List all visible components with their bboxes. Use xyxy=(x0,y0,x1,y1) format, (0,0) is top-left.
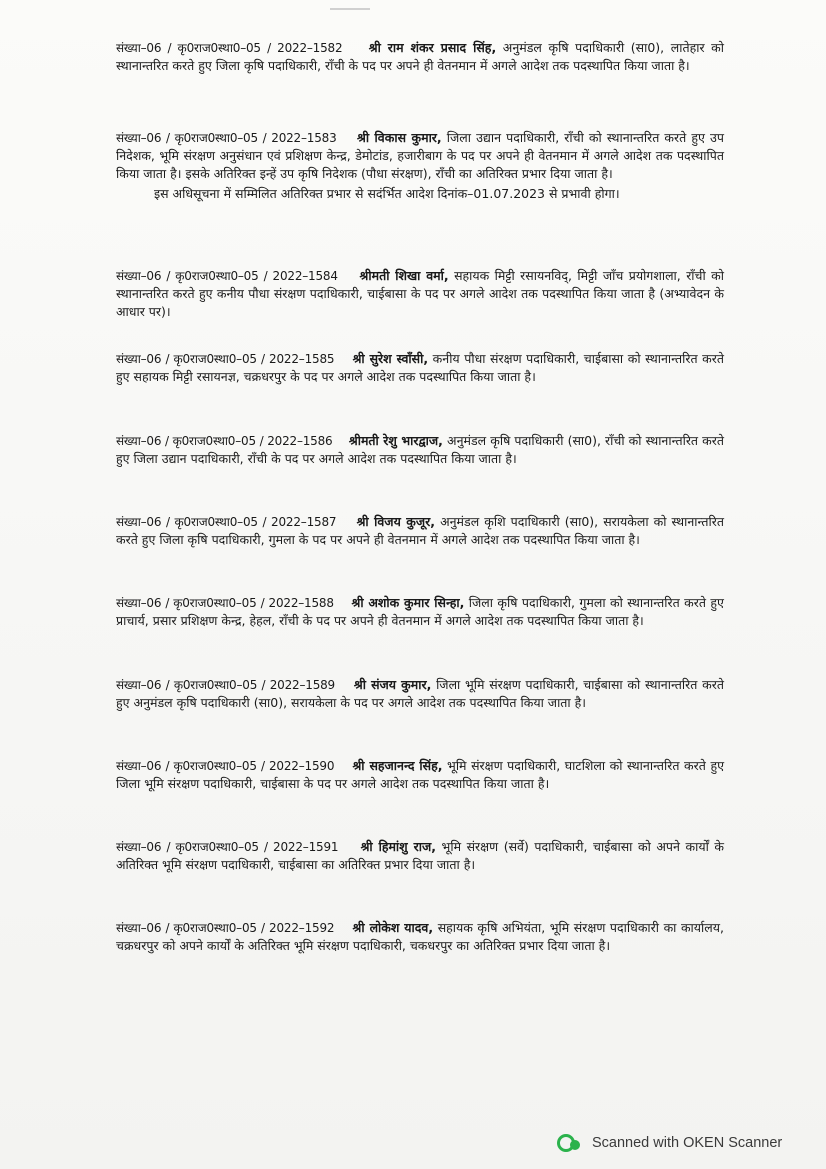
officer-name: श्री विकास कुमार, xyxy=(356,130,442,145)
officer-name: श्री सहजानन्द सिंह, xyxy=(352,758,443,773)
entry-text: कनीय पौधा संरक्षण पदाधिकारी, चाईबासा को स्थानान्तरित करते हुए सहायक मिट्टी रसायनज्ञ, चक्रधरपुर के पद पर अगले आदेश तक पदस्थापित किया जाता है। xyxy=(116,351,724,384)
notification-entry-1583 xyxy=(116,129,724,203)
entry-text: जिला भूमि संरक्षण पदाधिकारी, चाईबासा को स्थानान्तरित करते हुए अनुमंडल कृषि पदाधिकारी (सा0), सरायकेला के पद पर अगले आदेश तक पदस्थापित किया जाता है। xyxy=(116,677,724,710)
entry-reference: संख्या–06 / कृ0राज0स्था0–05 / 2022–1583 xyxy=(116,131,337,145)
scan-artifact-mark xyxy=(330,8,370,10)
notification-entry-1586 xyxy=(116,432,724,468)
entry-reference: संख्या–06 / कृ0राज0स्था0–05 / 2022–1590 xyxy=(116,759,335,773)
entry-text: अनुमंडल कृशि पदाधिकारी (सा0), सरायकेला को स्थानान्तरित करते हुए जिला कृषि पदाधिकारी, गुमला के पद पर अपने ही वेतनमान में अगले आदेश तक पदस्थापित किया जाता है। xyxy=(116,514,724,547)
officer-name: श्री संजय कुमार, xyxy=(353,677,432,692)
notification-entry-1585 xyxy=(116,350,724,386)
notification-entry-1590 xyxy=(116,757,724,793)
notification-entry-1582 xyxy=(116,39,724,75)
entry-text: भूमि संरक्षण (सर्वे) पदाधिकारी, चाईबासा को अपने कार्यों के अतिरिक्त भूमि संरक्षण पदाधिकारी, चाईबासा का अतिरिक्त प्रभार दिया जाता है। xyxy=(116,839,724,872)
entry-note: इस अधिसूचना में सम्मिलित अतिरिक्त प्रभार से सदंर्भित आदेश दिनांक–01.07.2023 से प्रभावी होगा। xyxy=(154,186,620,201)
officer-name: श्री सुरेश स्वाँसी, xyxy=(352,351,429,366)
entry-text: अनुमंडल कृषि पदाधिकारी (सा0), लातेहार को स्थानान्तरित करते हुए जिला कृषि पदाधिकारी, राँची के पद पर अपने ही वेतनमान में अगले आदेश तक पदस्थापित किया जाता है। xyxy=(116,40,724,73)
entry-text: भूमि संरक्षण पदाधिकारी, घाटशिला को स्थानान्तरित करते हुए जिला भूमि संरक्षण पदाधिकारी, चाईबासा के पद पर अगले आदेश तक पदस्थापित किया जाता है। xyxy=(116,758,724,791)
officer-name: श्री अशोक कुमार सिन्हा, xyxy=(351,595,465,610)
entry-text: जिला उद्यान पदाधिकारी, राँची को स्थानान्तरित करते हुए उप निदेशक, भूमि संरक्षण अनुसंधान एवं प्रशिक्षण केन्द्र, डेमोटांड, हजारीबाग के पद पर अपने ही वेतनमान में अगले आदेश तक पदस्थापित किया जाता है। इसके अतिरिक्त इन्हें उप कृषि निदेशक (पौधा संरक्षण), राँची का अतिरिक्त प्रभार दिया जाता है। xyxy=(116,130,724,181)
notification-entry-1588 xyxy=(116,594,724,630)
notification-entry-1591 xyxy=(116,838,724,874)
officer-name: श्री हिमांशु राज, xyxy=(360,839,436,854)
scanner-watermark-text: Scanned with OKEN Scanner xyxy=(592,1135,783,1151)
entry-reference: संख्या–06 / कृ0राज0स्था0–05 / 2022–1584 xyxy=(116,269,338,283)
entry-reference: संख्या–06 / कृ0राज0स्था0–05 / 2022–1592 xyxy=(116,921,335,935)
notification-entry-1587 xyxy=(116,513,724,549)
officer-name: श्रीमती शिखा वर्मा, xyxy=(359,268,449,283)
notification-entry-1589 xyxy=(116,676,724,712)
scanner-watermark xyxy=(557,1131,782,1155)
officer-name: श्री राम शंकर प्रसाद सिंह, xyxy=(368,40,497,55)
officer-name: श्री विजय कुजूर, xyxy=(356,514,435,529)
entry-reference: संख्या–06 / कृ0राज0स्था0–05 / 2022–1589 xyxy=(116,678,335,692)
officer-name: श्री लोकेश यादव, xyxy=(352,920,434,935)
entry-text: अनुमंडल कृषि पदाधिकारी (सा0), राँची को स्थानान्तरित करते हुए जिला उद्यान पदाधिकारी, राँची के पद पर अगले आदेश तक पदस्थापित किया जाता है। xyxy=(116,433,724,466)
entry-reference: संख्या–06 / कृ0राज0स्था0–05 / 2022–1591 xyxy=(116,840,339,854)
entry-reference: संख्या–06 / कृ0राज0स्था0–05 / 2022–1586 xyxy=(116,434,333,448)
officer-name: श्रीमती रेशु भारद्वाज, xyxy=(348,433,443,448)
entry-text: जिला कृषि पदाधिकारी, गुमला को स्थानान्तरित करते हुए प्राचार्य, प्रसार प्रशिक्षण केन्द्र, हेहल, राँची के पद पर अपने ही वेतनमान में अगले आदेश तक पदस्थापित किया जाता है। xyxy=(116,595,724,628)
notification-entry-1584 xyxy=(116,267,724,321)
oken-scanner-logo-icon xyxy=(557,1133,585,1153)
entry-reference: संख्या–06 / कृ0राज0स्था0–05 / 2022–1588 xyxy=(116,596,334,610)
notification-entry-1592 xyxy=(116,919,724,955)
entry-reference: संख्या–06 / कृ0राज0स्था0–05 / 2022–1582 xyxy=(116,41,343,55)
entry-reference: संख्या–06 / कृ0राज0स्था0–05 / 2022–1585 xyxy=(116,352,335,366)
entry-reference: संख्या–06 / कृ0राज0स्था0–05 / 2022–1587 xyxy=(116,515,337,529)
entry-text: सहायक मिट्टी रसायनविद्, मिट्टी जाँच प्रयोगशाला, राँची को स्थानान्तरित करते हुए कनीय पौधा संरक्षण पदाधिकारी, चाईबासा के पद पर अगले आदेश तक पदस्थापित किया जाता है (अभ्यावेदन के आधार पर)। xyxy=(116,268,724,319)
entry-text: सहायक कृषि अभियंता, भूमि संरक्षण पदाधिकारी का कार्यालय, चक्रधरपुर को अपने कार्यों के अतिरिक्त भूमि संरक्षण पदाधिकारी, चकधरपुर का अतिरिक्त प्रभार दिया जाता है। xyxy=(116,920,724,953)
